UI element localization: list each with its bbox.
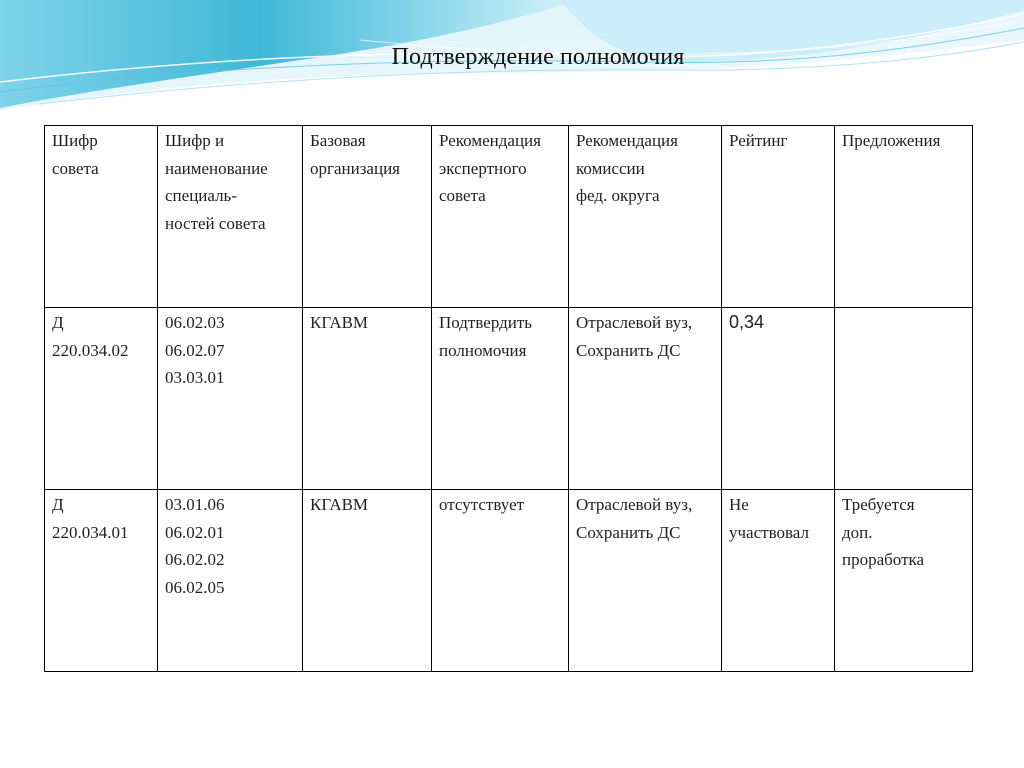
header-district-commission-recommendation: Рекомендация комиссии фед. округа [569,126,722,308]
cell-specialty-codes: 06.02.03 06.02.07 03.03.01 [158,308,303,490]
header-rating: Рейтинг [722,126,835,308]
cell-base-organization: КГАВМ [303,490,432,672]
cell-rating: Не участвовал [722,490,835,672]
cell-expert-recommendation: Подтвердить полномочия [432,308,569,490]
header-council-code: Шифр совета [45,126,158,308]
cell-rating: 0,34 [722,308,835,490]
cell-council-code: Д 220.034.01 [45,490,158,672]
cell-district-commission-recommendation: Отраслевой вуз, Сохранить ДС [569,490,722,672]
cell-expert-recommendation: отсутствует [432,490,569,672]
header-proposals: Предложения [835,126,973,308]
table-row [45,490,973,672]
slide-title: Подтверждение полномочия [391,44,685,70]
header-specialty-codes: Шифр и наименование специаль- ностей совета [158,126,303,308]
header-expert-recommendation: Рекомендация экспертного совета [432,126,569,308]
cell-district-commission-recommendation: Отраслевой вуз, Сохранить ДС [569,308,722,490]
cell-proposals [835,308,973,490]
cell-proposals: Требуется доп. проработка [835,490,973,672]
table-header-row [45,126,973,308]
cell-base-organization: КГАВМ [303,308,432,490]
header-base-organization: Базовая организация [303,126,432,308]
table-row [45,308,973,490]
cell-specialty-codes: 03.01.06 06.02.01 06.02.02 06.02.05 [158,490,303,672]
cell-council-code: Д 220.034.02 [45,308,158,490]
council-table [44,125,973,672]
